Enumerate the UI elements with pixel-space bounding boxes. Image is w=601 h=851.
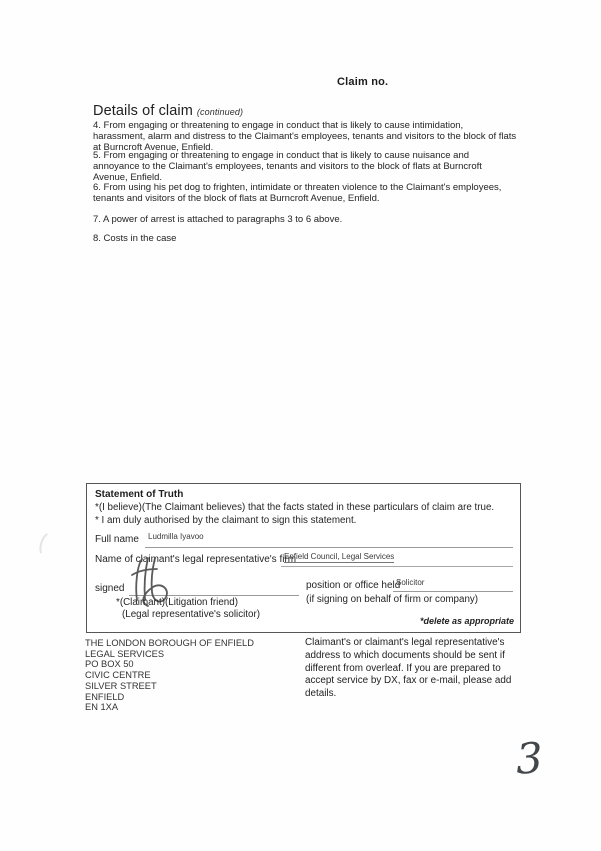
full-name-line <box>145 547 513 548</box>
claim-paragraph-4: 4. From engaging or threatening to engage in conduct that is likely to cause intimidation, harassment, alarm and distress to the Claimant's employees, tenants and visitors to the block of flats at Burncroft Avenue, Enfield. <box>93 120 517 153</box>
details-heading-continued: (continued) <box>196 107 244 117</box>
belief-statement: *(I believe)(The Claimant believes) that the facts stated in these particulars of claim are true. <box>95 502 495 513</box>
address-line: PO BOX 50 <box>85 659 134 670</box>
position-note: (if signing on behalf of firm or company) <box>306 594 479 605</box>
handwritten-page-number: 3 <box>514 733 544 784</box>
firm-name-line <box>281 566 513 567</box>
address-line: LEGAL SERVICES <box>85 648 165 659</box>
claim-paragraph-5: 5. From engaging or threatening to engage in conduct that is likely to cause nuisance and annoyance to the Claimant's employees, tenants and visitors to the block of flats at Burncroft Avenue, Enfield. <box>93 150 482 183</box>
address-line: ENFIELD <box>85 691 125 702</box>
claim-paragraph-7: 7. A power of arrest is attached to paragraphs 3 to 6 above. <box>93 214 343 225</box>
details-of-claim-heading <box>93 103 243 119</box>
delete-as-appropriate-note: *delete as appropriate <box>419 616 514 626</box>
solicitor-option-text: (Legal representative's solicitor) <box>122 609 260 620</box>
claim-paragraph-6: 6. From using his pet dog to frighten, intimidate or threaten violence to the Claimant's employees, tenants and visitors of the block of flats at Burncroft Avenue, Enfield. <box>93 182 502 204</box>
claim-paragraph-8: 8. Costs in the case <box>93 233 177 244</box>
scan-smudge-artifact <box>36 529 62 561</box>
firm-name-value: Enfield Council, Legal Services <box>284 552 395 561</box>
statement-of-truth-box <box>86 483 521 633</box>
details-heading-text: Details of claim <box>93 103 193 119</box>
authorised-statement: * I am duly authorised by the claimant to sign this statement. <box>95 515 357 526</box>
position-label: position or office held <box>306 580 401 591</box>
claimant-address-block <box>85 638 254 713</box>
signed-label: signed <box>95 583 125 594</box>
address-line: SILVER STREET <box>85 680 157 691</box>
service-address-note: Claimant's or claimant's legal representative's address to which documents should be sent if different from overleaf. If you are prepared to accept service by DX, fax or e-mail, please add details. <box>305 637 512 700</box>
claimant-options-text: *(Claimant)(Litigation friend) <box>116 597 238 608</box>
claim-no-label: Claim no. <box>337 76 389 88</box>
statement-of-truth-heading: Statement of Truth <box>95 489 184 500</box>
full-name-value: Ludmilla Iyavoo <box>148 532 204 541</box>
position-value: Solicitor <box>396 578 425 587</box>
full-name-label: Full name <box>95 534 139 545</box>
position-line <box>393 591 513 592</box>
address-line: THE LONDON BOROUGH OF ENFIELD <box>85 638 254 648</box>
firm-name-label: Name of claimant's legal representative's firm <box>95 554 297 565</box>
address-line: CIVIC CENTRE <box>85 670 151 681</box>
address-line: EN 1XA <box>85 702 119 713</box>
